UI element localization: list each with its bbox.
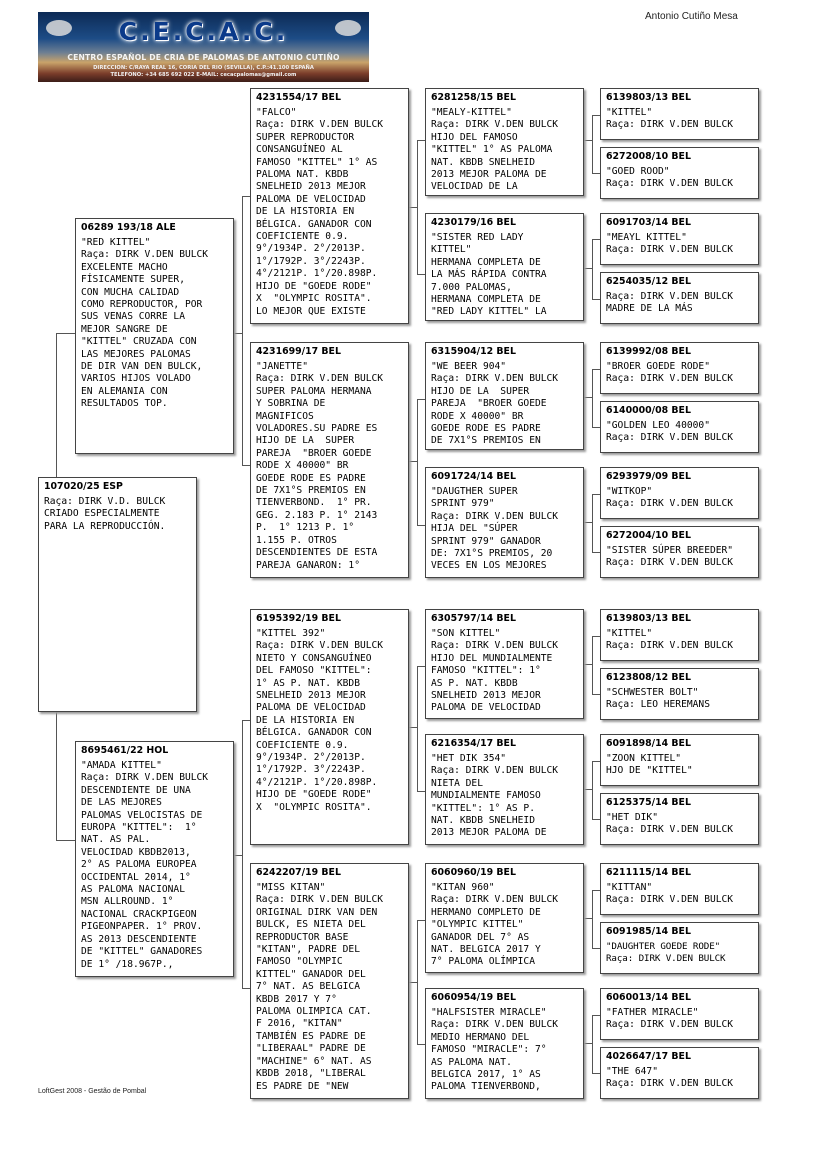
ring-number: 6242207/19 BEL bbox=[256, 867, 341, 878]
pigeon-card-ddd[interactable] bbox=[425, 988, 584, 1099]
pigeon-description: "KITTEL" Raça: DIRK V.DEN BULCK bbox=[606, 628, 734, 652]
ring-number: 6139992/08 BEL bbox=[606, 346, 691, 357]
connector-line bbox=[592, 1015, 593, 1073]
pigeon-card-g4-7[interactable] bbox=[600, 467, 759, 519]
ring-number: 6060013/14 BEL bbox=[606, 992, 691, 1003]
connector-line bbox=[417, 920, 418, 1044]
pigeon-description: "GOED ROOD" Raça: DIRK V.DEN BULCK bbox=[606, 166, 734, 190]
pigeon-description: "GOLDEN LEO 40000" Raça: DIRK V.DEN BULCK bbox=[606, 420, 734, 444]
pigeon-card-sire[interactable] bbox=[75, 218, 234, 454]
ring-number: 6140000/08 BEL bbox=[606, 405, 691, 416]
pigeon-description: "MEAYL KITTEL" Raça: DIRK V.DEN BULCK bbox=[606, 232, 734, 256]
connector-line bbox=[417, 920, 425, 921]
connector-line bbox=[584, 522, 592, 523]
ring-number: 6272008/10 BEL bbox=[606, 151, 691, 162]
ring-number: 6125375/14 BEL bbox=[606, 797, 691, 808]
owner-name: Antonio Cutiño Mesa bbox=[645, 11, 738, 22]
pigeon-card-g4-8[interactable] bbox=[600, 526, 759, 578]
pigeon-card-dam-sire[interactable] bbox=[250, 609, 409, 845]
ring-number: 4231554/17 BEL bbox=[256, 92, 341, 103]
connector-line bbox=[592, 890, 600, 891]
connector-line bbox=[592, 694, 600, 695]
connector-line bbox=[234, 333, 242, 334]
pigeon-description: "DAUGTHER SUPER SPRINT 979" Raça: DIRK V.DEN BULCK HIJA DEL "SÚPER SPRINT 979" GANADOR DE: 7X1°S PREMIOS, 20 VECES EN LOS MEJORES bbox=[431, 486, 559, 572]
connector-line bbox=[409, 727, 417, 728]
connector-line bbox=[242, 988, 250, 989]
pigeon-description: "WITKOP" Raça: DIRK V.DEN BULCK bbox=[606, 486, 734, 510]
pigeon-card-ssd[interactable] bbox=[425, 213, 584, 321]
connector-line bbox=[592, 369, 593, 427]
connector-line bbox=[56, 333, 76, 334]
pigeon-card-sss[interactable] bbox=[425, 88, 584, 196]
ring-number: 6091985/14 BEL bbox=[606, 926, 691, 937]
pigeon-description: "HET DIK" Raça: DIRK V.DEN BULCK bbox=[606, 812, 734, 836]
ring-number: 6091724/14 BEL bbox=[431, 471, 516, 482]
pigeon-card-sire-sire[interactable] bbox=[250, 88, 409, 324]
pigeon-card-g4-16[interactable] bbox=[600, 1047, 759, 1099]
connector-line bbox=[592, 494, 593, 552]
connector-line bbox=[592, 369, 600, 370]
pigeon-description: "JANETTE" Raça: DIRK V.DEN BULCK SUPER PALOMA HERMANA Y SOBRINA DE MAGNIFICOS VOLADORES.SU PADRE ES HIJO DE LA SUPER PAREJA "BROER GOEDE RODE X 40000" BR GOEDE RODE ES PADRE DE 7X1°S PREMIOS EN TIENVERBOND. 1° PR. GEG. 2.183 P. 1° 2143 P. 1° 1213 P. 1° 1.155 P. OTROS DESCENDIENTES DE ESTA PAREJA GANARON: 1° bbox=[256, 361, 384, 571]
ring-number: 6216354/17 BEL bbox=[431, 738, 516, 749]
pigeon-card-g4-3[interactable] bbox=[600, 213, 759, 265]
pigeon-description: "BROER GOEDE RODE" Raça: DIRK V.DEN BULCK bbox=[606, 361, 734, 385]
ring-number: 6123808/12 BEL bbox=[606, 672, 691, 683]
pigeon-card-subject[interactable] bbox=[38, 477, 197, 712]
connector-line bbox=[584, 1043, 592, 1044]
connector-line bbox=[584, 397, 592, 398]
connector-line bbox=[592, 1015, 600, 1016]
pigeon-description: "SCHWESTER BOLT" Raça: LEO HEREMANS bbox=[606, 687, 710, 711]
connector-line bbox=[417, 525, 425, 526]
footer-software-credit: LoftGest 2008 - Gestão de Pombal bbox=[38, 1088, 147, 1095]
connector-line bbox=[592, 552, 600, 553]
pigeon-card-dds[interactable] bbox=[425, 863, 584, 973]
ring-number: 6305797/14 BEL bbox=[431, 613, 516, 624]
ring-number: 6272004/10 BEL bbox=[606, 530, 691, 541]
ring-number: 6254035/12 BEL bbox=[606, 276, 691, 287]
ring-number: 4026647/17 BEL bbox=[606, 1051, 691, 1062]
connector-line bbox=[242, 196, 250, 197]
pigeon-description: "AMADA KITTEL" Raça: DIRK V.DEN BULCK DESCENDIENTE DE UNA DE LAS MEJORES PALOMAS VELOCISTAS DE EUROPA "KITTEL": 1° NAT. AS PAL. VELOCIDAD KBDB2013, 2° AS PALOMA EUROPEA OCCIDENTAL 2014, 1° AS PALOMA NACIONAL MSN ALLROUND. 1° NACIONAL CRACKPIGEON PIGEONPAPER. 1° PROV. AS 2013 DESCENDIENTE DE "KITTEL" GANADORES DE 1° /18.967P., bbox=[81, 760, 209, 970]
connector-line bbox=[242, 720, 250, 721]
pigeon-card-g4-13[interactable] bbox=[600, 863, 759, 915]
connector-line bbox=[56, 840, 76, 841]
pigeon-card-dss[interactable] bbox=[425, 609, 584, 719]
connector-line bbox=[417, 140, 425, 141]
connector-line bbox=[592, 1073, 600, 1074]
logo-subtitle: CENTRO ESPAÑOL DE CRIA DE PALOMAS DE ANTONIO CUTIÑO bbox=[67, 53, 340, 62]
connector-line bbox=[592, 299, 600, 300]
connector-line bbox=[417, 666, 425, 667]
connector-line bbox=[242, 720, 243, 988]
connector-line bbox=[584, 140, 592, 141]
ring-number: 6091703/14 BEL bbox=[606, 217, 691, 228]
connector-line bbox=[592, 948, 600, 949]
connector-line bbox=[592, 115, 593, 173]
pigeon-card-sire-dam[interactable] bbox=[250, 342, 409, 578]
pigeon-description: "HALFSISTER MIRACLE" Raça: DIRK V.DEN BULCK MEDIO HERMANO DEL FAMOSO "MIRACLE": 7° AS PALOMA NAT. BELGICA 2017, 1° AS PALOMA TIENVERBOND, bbox=[431, 1007, 559, 1093]
pigeon-description: "KITTAN" Raça: DIRK V.DEN BULCK bbox=[606, 882, 734, 906]
ring-number: 107020/25 ESP bbox=[44, 481, 123, 492]
pigeon-description: "MEALY-KITTEL" Raça: DIRK V.DEN BULCK HIJO DEL FAMOSO "KITTEL" 1° AS PALOMA NAT. KBDB SNELHEID 2013 MEJOR PALOMA DE VELOCIDAD DE LA bbox=[431, 107, 559, 193]
ring-number: 6091898/14 BEL bbox=[606, 738, 691, 749]
connector-line bbox=[417, 140, 418, 274]
pigeon-description: "HET DIK 354" Raça: DIRK V.DEN BULCK NIETA DEL MUNDIALMENTE FAMOSO "KITTEL": 1° AS P. NAT. KBDB SNELHEID 2013 MEJOR PALOMA DE bbox=[431, 753, 559, 839]
ring-number: 06289 193/18 ALE bbox=[81, 222, 176, 233]
connector-line bbox=[417, 791, 425, 792]
pigeon-description: "ZOON KITTEL" HJO DE "KITTEL" bbox=[606, 753, 693, 777]
pigeon-description: "SISTER SÚPER BREEDER" Raça: DIRK V.DEN BULCK bbox=[606, 545, 734, 569]
connector-line bbox=[584, 664, 592, 665]
ring-number: 6139803/13 BEL bbox=[606, 92, 691, 103]
ring-number: 4230179/16 BEL bbox=[431, 217, 516, 228]
connector-line bbox=[242, 196, 243, 465]
connector-line bbox=[592, 761, 600, 762]
pigeon-description: "FALCO" Raça: DIRK V.DEN BULCK SUPER REPRODUCTOR CONSANGUÍNEO AL FAMOSO "KITTEL" 1° AS PALOMA NAT. KBDB SNELHEID 2013 MEJOR PALOMA DE VELOCIDAD DE LA HISTORIA EN BÉLGICA. GANADOR CON COEFICIENTE 0.9. 9°/1934P. 2°/2013P. 1°/1792P. 3°/2243P. 4°/2121P. 1°/20.898P. HIJO DE "GOEDE RODE" X "OLYMPIC ROSITA". LO MEJOR QUE EXISTE bbox=[256, 107, 384, 317]
connector-line bbox=[592, 239, 593, 299]
connector-line bbox=[417, 399, 418, 525]
pigeon-description: "SISTER RED LADY KITTEL" HERMANA COMPLETA DE LA MÁS RÁPIDA CONTRA 7.000 PALOMAS, HERMANA COMPLETA DE "RED LADY KITTEL" LA bbox=[431, 232, 547, 318]
connector-line bbox=[592, 173, 600, 174]
connector-line bbox=[584, 789, 592, 790]
pigeon-description: "DAUGHTER GOEDE RODE" Raça: DIRK V.DEN BULCK bbox=[606, 941, 726, 965]
ring-number: 6060954/19 BEL bbox=[431, 992, 516, 1003]
connector-line bbox=[409, 982, 417, 983]
connector-line bbox=[592, 427, 600, 428]
connector-line bbox=[592, 636, 600, 637]
pigeon-description: "KITAN 960" Raça: DIRK V.DEN BULCK HERMANO COMPLETO DE "OLYMPIC KITTEL" GANADOR DEL 7° AS NAT. BELGICA 2017 Y 7° PALOMA OLÍMPICA bbox=[431, 882, 559, 968]
logo-contact: TELEFONO: +34 685 692 022 E-MAIL: cecacpalomas@gmail.com bbox=[110, 72, 297, 78]
connector-line bbox=[56, 333, 57, 477]
connector-line bbox=[409, 461, 417, 462]
pigeon-description: "SON KITTEL" Raça: DIRK V.DEN BULCK HIJO DEL MUNDIALMENTE FAMOSO "KITTEL": 1° AS P. NAT. KBDB SNELHEID 2013 MEJOR PALOMA DE VELOCIDAD bbox=[431, 628, 559, 714]
pigeon-description: Raça: DIRK V.DEN BULCK MADRE DE LA MÁS bbox=[606, 291, 734, 315]
pigeon-card-g4-11[interactable] bbox=[600, 734, 759, 786]
connector-line bbox=[242, 465, 250, 466]
logo-title: C.E.C.A.C. bbox=[118, 17, 289, 46]
pigeon-description: "WE BEER 904" Raça: DIRK V.DEN BULCK HIJO DE LA SUPER PAREJA "BROER GOEDE RODE X 40000" BR GOEDE RODE ES PADRE DE 7X1°S PREMIOS EN bbox=[431, 361, 559, 447]
ring-number: 8695461/22 HOL bbox=[81, 745, 169, 756]
connector-line bbox=[417, 666, 418, 791]
pigeon-card-g4-9[interactable] bbox=[600, 609, 759, 661]
connector-line bbox=[592, 761, 593, 819]
pigeon-card-g4-4[interactable] bbox=[600, 272, 759, 324]
ring-number: 6315904/12 BEL bbox=[431, 346, 516, 357]
pigeon-card-g4-6[interactable] bbox=[600, 401, 759, 453]
pigeon-card-dam-dam[interactable] bbox=[250, 863, 409, 1099]
ring-number: 4231699/17 BEL bbox=[256, 346, 341, 357]
connector-line bbox=[56, 712, 57, 840]
connector-line bbox=[584, 268, 592, 269]
connector-line bbox=[409, 207, 417, 208]
connector-line bbox=[234, 855, 242, 856]
pigeon-description: "KITTEL 392" Raça: DIRK V.DEN BULCK NIETO Y CONSANGUÍNEO DEL FAMOSO "KITTEL": 1° AS P. NAT. KBDB SNELHEID 2013 MEJOR PALOMA DE VELOCIDAD DE LA HISTORIA EN BÉLGICA. GANADOR CON COEFICIENTE 0.9. 9°/1934P. 2°/2013P. 1°/1792P. 3°/2243P. 4°/2121P. 1°/20.898P. HIJO DE "GOEDE RODE" X "OLYMPIC ROSITA". bbox=[256, 628, 384, 813]
pigeon-description: "MISS KITAN" Raça: DIRK V.DEN BULCK ORIGINAL DIRK VAN DEN BULCK, ES NIETA DEL REPRODUCTOR BASE "KITAN", PADRE DEL FAMOSO "OLYMPIC KITTEL" GANADOR DEL 7° NAT. AS BELGICA KBDB 2017 Y 7° PALOMA OLIMPICA CAT. F 2016, "KITAN" TAMBIÉN ES PADRE DE "LIBERAAL" PADRE DE "MACHINE" 6° NAT. AS KBDB 2018, "LIBERAL ES PADRE DE "NEW bbox=[256, 882, 384, 1092]
connector-line bbox=[417, 399, 425, 400]
connector-line bbox=[417, 274, 425, 275]
pigeon-card-g4-5[interactable] bbox=[600, 342, 759, 394]
pigeon-card-sds[interactable] bbox=[425, 342, 584, 450]
pigeon-description: "RED KITTEL" Raça: DIRK V.DEN BULCK EXCELENTE MACHO FÍSICAMENTE SUPER, CON MUCHA CALIDAD COMO REPRODUCTOR, POR SUS VENAS CORRE LA MEJOR SANGRE DE "KITTEL" CRUZADA CON LAS MEJORES PALOMAS DE DIR VAN DEN BULCK, VARIOS HIJOS VOLADO EN ALEMANIA CON RESULTADOS TOP. bbox=[81, 237, 209, 410]
pigeon-card-dsd[interactable] bbox=[425, 734, 584, 845]
pigeon-description: "KITTEL" Raça: DIRK V.DEN BULCK bbox=[606, 107, 734, 131]
pigeon-card-sdd[interactable] bbox=[425, 467, 584, 578]
connector-line bbox=[592, 890, 593, 948]
connector-line bbox=[592, 115, 600, 116]
pigeon-description: "THE 647" Raça: DIRK V.DEN BULCK bbox=[606, 1066, 734, 1090]
connector-line bbox=[592, 636, 593, 694]
pigeon-description: "FATHER MIRACLE" Raça: DIRK V.DEN BULCK bbox=[606, 1007, 734, 1031]
pigeon-description: Raça: DIRK V.D. BULCK CRIADO ESPECIALMENTE PARA LA REPRODUCCIÓN. bbox=[44, 496, 166, 532]
pigeon-card-dam[interactable] bbox=[75, 741, 234, 977]
connector-line bbox=[592, 239, 600, 240]
pigeon-card-g4-1[interactable] bbox=[600, 88, 759, 140]
ring-number: 6281258/15 BEL bbox=[431, 92, 516, 103]
ring-number: 6293979/09 BEL bbox=[606, 471, 691, 482]
ring-number: 6139803/13 BEL bbox=[606, 613, 691, 624]
cecac-logo bbox=[38, 12, 369, 82]
pigeon-card-g4-14[interactable] bbox=[600, 922, 759, 974]
connector-line bbox=[417, 1044, 425, 1045]
connector-line bbox=[592, 819, 600, 820]
ring-number: 6195392/19 BEL bbox=[256, 613, 341, 624]
pigeon-card-g4-15[interactable] bbox=[600, 988, 759, 1040]
ring-number: 6211115/14 BEL bbox=[606, 867, 691, 878]
ring-number: 6060960/19 BEL bbox=[431, 867, 516, 878]
pigeon-card-g4-10[interactable] bbox=[600, 668, 759, 720]
pigeon-card-g4-12[interactable] bbox=[600, 793, 759, 845]
logo-address: DIRECCION: C/RAYA REAL 16, CORIA DEL RIO (SEVILLA), C.P.:41.100 ESPAÑA bbox=[93, 65, 314, 71]
pigeon-card-g4-2[interactable] bbox=[600, 147, 759, 199]
connector-line bbox=[584, 918, 592, 919]
connector-line bbox=[592, 494, 600, 495]
